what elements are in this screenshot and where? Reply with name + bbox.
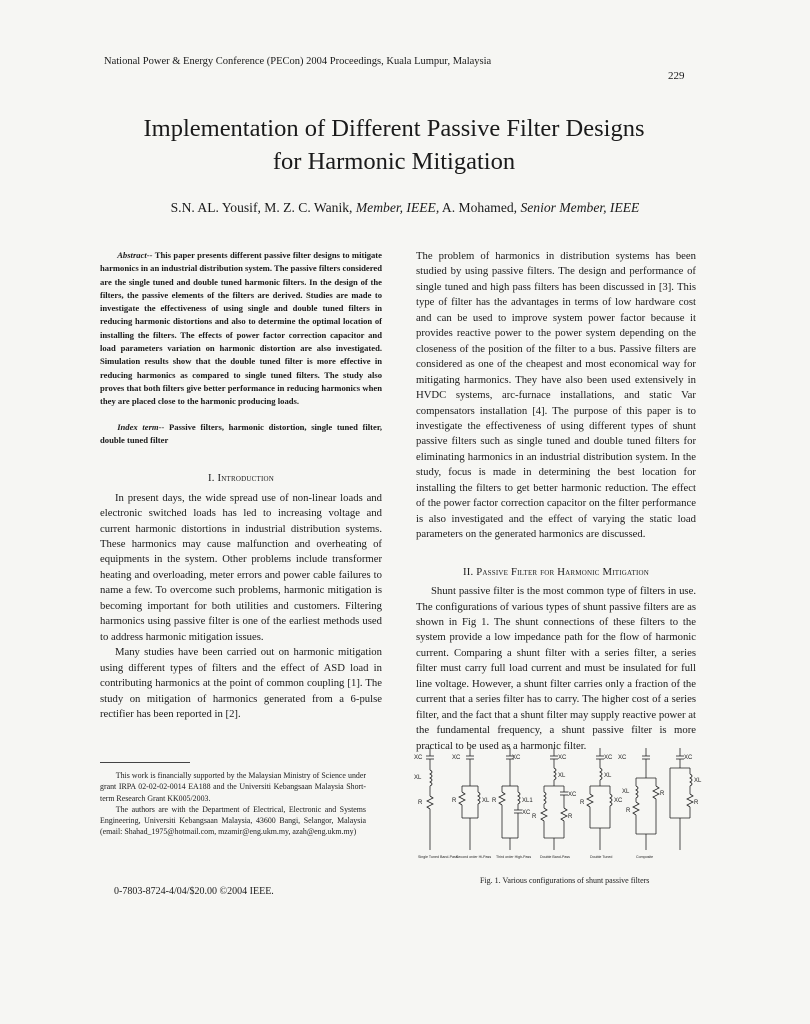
paper-title [0, 112, 788, 178]
label-r-5: R [580, 800, 585, 806]
label-xl-4: XL [558, 773, 566, 779]
type-label-2: Second order Hi-Pass [456, 855, 492, 859]
type-label-3: Third order High-Pass [496, 855, 532, 859]
label-xc-1: XC [414, 755, 423, 761]
author-names-1: S.N. AL. Yousif, M. Z. C. Wanik, [170, 200, 356, 215]
filter-single-tuned [426, 748, 434, 850]
abstract [100, 249, 382, 409]
label-xl-6c: XL [694, 778, 702, 784]
label-r-4: R [532, 814, 537, 820]
footnote-affiliation: The authors are with the Department of Electrical, Electronic and Systems Engineering, Universiti Kebangsaan Malaysia, 43600 Bangi, Selangor, Malaysia (email: Shahad_1975@hotmail.com, mzamir@eng.ukm.my, azah@eng.ukm.my) [100, 804, 366, 837]
conference-header: National Power & Energy Conference (PECon) 2004 Proceedings, Kuala Lumpur, Malaysia [104, 56, 492, 67]
abstract-lead: Abstract-- [117, 250, 153, 260]
footnote-funding: This work is financially supported by the Malaysian Ministry of Science under grant IRPA 02-02-02-0014 EA188 and the Universiti Kebangsaan Malaysia Short-term Research Grant KK005/2003. [100, 771, 366, 803]
author-role-1: Member, IEEE, [355, 200, 440, 215]
author-role-2: Senior Member, IEEE [520, 200, 640, 215]
filter-double-band-pass [541, 748, 568, 850]
label-r-2: R [452, 798, 457, 804]
label-r-1: R [418, 800, 423, 806]
title-line-1: Implementation of Different Passive Filter Designs [143, 115, 645, 142]
index-terms-text: Passive filters, harmonic distortion, single tuned filter, double tuned filter [100, 421, 382, 445]
title-line-2: for Harmonic Mitigation [272, 148, 516, 175]
label-xc-4: XC [558, 755, 567, 761]
label-xl-1: XL [414, 775, 422, 781]
filter-third-order [499, 748, 522, 850]
type-label-5: Double Tuned [590, 855, 613, 859]
right-column [416, 249, 696, 754]
introduction-paragraph-1: In present days, the wide spread use of non-linear loads and electronic switched loads has led to increasing voltage and current harmonic distortions in industrial distribution systems. These harmonics may cause malfunction and overheating of equipments in the system. Other problems include transformer heating and overloading, meter errors and power cable failures to name a few. To overcome such problems, harmonic mitigation is becoming important for both utilities and customers. Filtering harmonics using passive filter is one of the earliest methods used to address harmonic mitigation issues. [100, 491, 382, 643]
label-r-6a: R [626, 808, 631, 814]
abstract-text: This paper presents different passive filter designs to mitigate harmonics in an industrial distribution system. The passive filters considered are the single tuned and double tuned harmonic filters. In the design of the filters, the passive elements of the filters are derived. Studies are made to investigate the effectiveness of using single and double tuned filters in reducing harmonic distortions and also to determine the optimal location of installing the filters. The effects of power factor correction capacitor and load parameters variation on harmonic distortion are also investigated. Simulation results show that the double tuned filter is more effective in reducing harmonics as compared to single tuned filters. The study also proves that both filters give better performance in reducing harmonics when they are placed close to the harmonic producing loads. [100, 250, 382, 407]
filter-second-order [459, 748, 480, 850]
label-xl-2: XL [482, 798, 490, 804]
footnote [100, 770, 366, 838]
page-number: 229 [668, 70, 685, 82]
figure-caption: Fig. 1. Various configurations of shunt passive filters [480, 876, 650, 885]
index-terms-lead: Index term-- [117, 421, 165, 432]
label-xl-5: XL [604, 773, 612, 779]
passive-filter-paragraph: Shunt passive filter is the most common type of filters in use. The configurations of various types of shunt passive filters are as shown in Fig 1. The shunt connections of these filters to the system provide a low impedance path for the flow of harmonic current. Comparing a shunt filter with a series filter, a series filter must carry full load current and must be insulated for full line voltage. However, a shunt filter carries only a fraction of the current that a series filter has to carry. The higher cost of a series filter, and the fact that a shunt filter may supply reactive power at the fundamental frequency, a shunt passive filter is more practical to be used as a harmonic filter. [416, 585, 696, 752]
label-xc-4b: XC [568, 792, 577, 798]
type-label-1: Single Tuned Band-Pass [418, 855, 458, 859]
label-r-6c: R [694, 800, 699, 806]
copyright-notice: 0-7803-8724-4/04/$20.00 ©2004 IEEE. [114, 886, 274, 897]
label-xl1-3: XL1 [522, 798, 533, 804]
label-xc-6a: XC [618, 755, 627, 761]
filter-composite [633, 748, 693, 850]
label-xc-2: XC [452, 755, 461, 761]
left-column [100, 249, 382, 722]
author-names-2: A. Mohamed, [439, 200, 521, 215]
index-terms [100, 421, 382, 448]
label-r-6b: R [660, 791, 665, 797]
filter-double-tuned [587, 748, 612, 850]
label-xc-6c: XC [684, 755, 693, 761]
type-label-6: Composite [636, 855, 654, 859]
label-xc-3: XC [512, 755, 521, 761]
introduction-paragraph-2: Many studies have been carried out on harmonic mitigation using different types of filters and the effect of ASD load in contributing harmonics at the point of common coupling [1]. The study on mitigation of harmonics generated from a 6-pulse rectifier has been reported in [2]. [100, 646, 382, 720]
background-paragraph: The problem of harmonics in distribution systems has been studied by using passive filters. The design and performance of single tuned and high pass filters has been discussed in [3]. This type of filter has the advantages in terms of low hardware cost and can be used to improve system power factor because it provides reactive power to the power system depending on the closeness of the position of the filter to a bus. Passive filters are considered as one of the cheapest and most economical way for mitigating harmonics. They have also been used extensively in HVDC systems, arc-furnace installations, and static Var compensators installation [4]. The purpose of this paper is to investigate the effectiveness of using different types of shunt passive filters such as single tuned and double tuned filters for eliminating harmonics in an industrial distribution system. In the study, focus is made in determining the best location for installing the filters to get better harmonic reduction. The effect of the power factor correction capacitor on the filter performance is also investigated and the effect of varying the static load parameters on the generated harmonics are discussed. [416, 250, 696, 541]
footnote-divider [100, 762, 190, 763]
label-r-3: R [492, 798, 497, 804]
label-xc-5: XC [604, 755, 613, 761]
section-heading-introduction: I. Introduction [207, 472, 274, 485]
type-label-4: Double Band-Pass [540, 855, 570, 859]
label-r-4b: R [568, 814, 573, 820]
label-xc-5b: XC [614, 798, 623, 804]
figure-shunt-filter-configurations [414, 748, 700, 864]
label-xl-6a: XL [622, 789, 630, 795]
author-list [0, 200, 810, 216]
section-heading-passive-filter: II. Passive Filter for Harmonic Mitigation [462, 565, 649, 578]
label-xc-3b: XC [522, 810, 531, 816]
